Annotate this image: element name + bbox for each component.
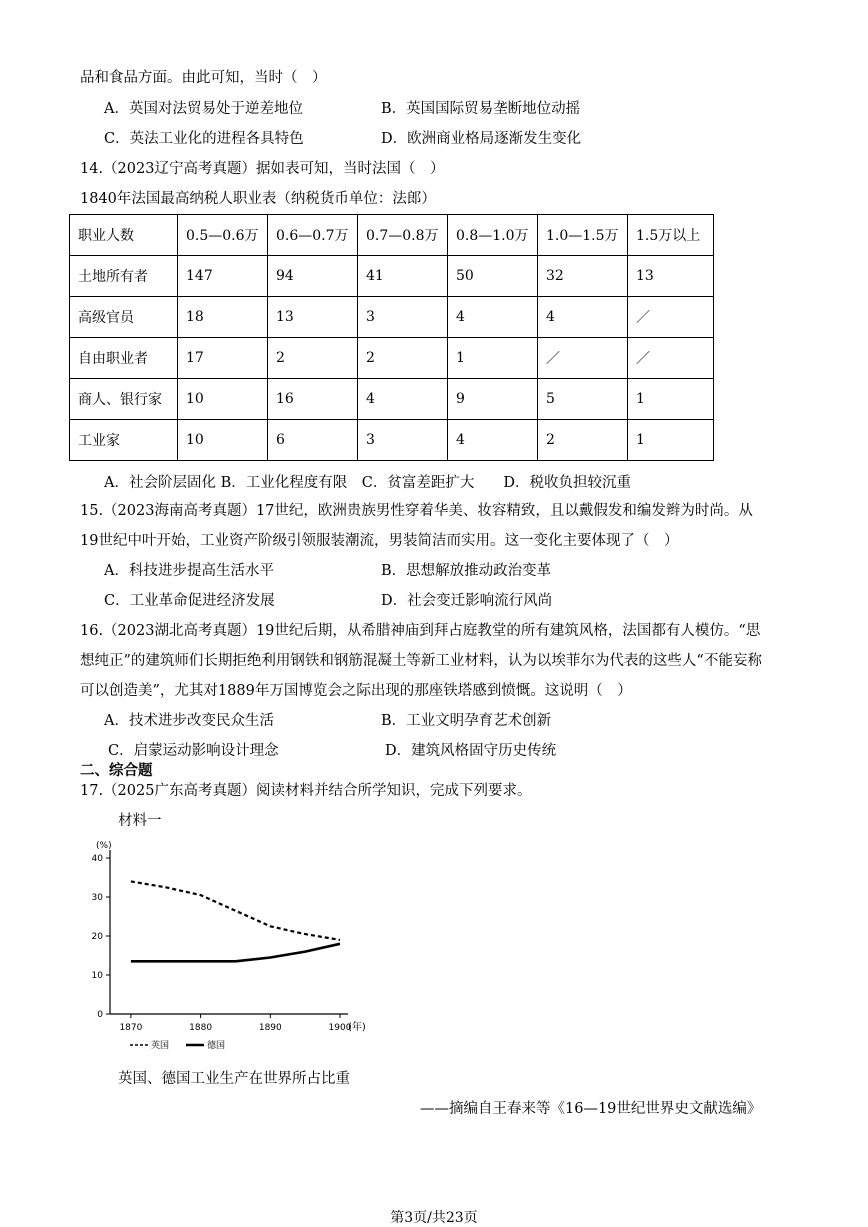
q15-stem-line-1: 15.（2023海南高考真题）17世纪，欧洲贵族男性穿着华美、妆容精致，且以戴假发和编发辫为时尚。从 [80, 503, 753, 519]
q16-stem-line-1: 16.（2023湖北高考真题）19世纪后期，从希腊神庙到拜占庭教堂的所有建筑风格，法国都有人模仿。“思 [80, 623, 761, 639]
table-row [70, 379, 714, 420]
table-cell: 9 [448, 379, 538, 420]
source-citation: ——摘编自王春来等《16—19世纪世界史文献选编》 [420, 1101, 762, 1117]
table-cell: 13 [268, 297, 358, 338]
table-cell: 4 [448, 420, 538, 461]
table-row [70, 338, 714, 379]
section-title: 二、综合题 [80, 763, 153, 779]
table-cell: ／ [628, 338, 714, 379]
table-cell: 4 [358, 379, 448, 420]
table-cell: 18 [178, 297, 268, 338]
q15-option-c: C．工业革命促进经济发展 [104, 593, 275, 609]
q15-option-d: D．社会变迁影响流行风尚 [381, 593, 553, 609]
q13-option-d: D．欧洲商业格局逐渐发生变化 [381, 131, 582, 147]
q15-option-b: B．思想解放推动政治变革 [381, 563, 552, 579]
legend-label-germany: 德国 [207, 1041, 226, 1051]
y-tick-label: 0 [97, 1010, 103, 1020]
table-row [70, 297, 714, 338]
y-tick-label: 20 [91, 932, 103, 942]
industrial-share-chart [80, 830, 380, 1060]
legend-label-britain: 英国 [151, 1041, 170, 1051]
x-tick-label: 1900 [328, 1023, 352, 1033]
q16-option-b: B．工业文明孕育艺术创新 [381, 713, 552, 729]
chart-caption: 英国、德国工业生产在世界所占比重 [118, 1071, 350, 1087]
q13-option-b: B．英国国际贸易垄断地位动摇 [381, 101, 581, 117]
x-tick-label: 1890 [258, 1023, 282, 1033]
table-cell: ／ [628, 297, 714, 338]
series-line-germany [131, 944, 340, 962]
q13-stem-tail: 品和食品方面。由此可知，当时（ ） [80, 70, 327, 86]
table-cell: 50 [448, 256, 538, 297]
table-cell: 4 [538, 297, 628, 338]
table-cell: 3 [358, 420, 448, 461]
y-axis-label: (%) [96, 841, 112, 851]
table-cell: 147 [178, 256, 268, 297]
x-tick-label: 1870 [119, 1023, 143, 1033]
table-cell: 6 [268, 420, 358, 461]
table-cell: 10 [178, 379, 268, 420]
y-tick-label: 40 [91, 854, 103, 864]
table-cell: 94 [268, 256, 358, 297]
q14-table-caption: 1840年法国最高纳税人职业表（纳税货币单位：法郎） [80, 191, 436, 207]
table-cell: 商人、银行家 [70, 379, 178, 420]
table-cell: 5 [538, 379, 628, 420]
table-header-cell: 0.6—0.7万 [268, 215, 358, 256]
table-header-cell: 1.0—1.5万 [538, 215, 628, 256]
table-header-cell: 0.7—0.8万 [358, 215, 448, 256]
table-header-cell: 职业人数 [70, 215, 178, 256]
y-tick-label: 30 [91, 893, 103, 903]
table-cell: 1 [448, 338, 538, 379]
table-cell: 1 [628, 379, 714, 420]
table-cell: 3 [358, 297, 448, 338]
table-cell: 32 [538, 256, 628, 297]
table-header-row [70, 215, 714, 256]
q16-option-c: C．启蒙运动影响设计理念 [108, 743, 279, 759]
q16-option-a: A．技术进步改变民众生活 [104, 713, 274, 729]
table-cell: 自由职业者 [70, 338, 178, 379]
q14-data-table [69, 214, 714, 461]
y-tick-label: 10 [91, 971, 103, 981]
q13-option-c: C．英法工业化的进程各具特色 [104, 131, 304, 147]
table-cell: 16 [268, 379, 358, 420]
table-cell: 4 [448, 297, 538, 338]
page-footer: 第3页/共23页 [390, 1210, 478, 1226]
table-cell: 41 [358, 256, 448, 297]
q15-stem-line-2: 19世纪中叶开始，工业资产阶级引领服装潮流，男装简洁而实用。这一变化主要体现了（ ） [80, 533, 679, 549]
q17-stem: 17.（2025广东高考真题）阅读材料并结合所学知识，完成下列要求。 [80, 783, 532, 799]
table-cell: 2 [538, 420, 628, 461]
table-cell: 13 [628, 256, 714, 297]
table-cell: 2 [268, 338, 358, 379]
table-header-cell: 1.5万以上 [628, 215, 714, 256]
material-label: 材料一 [118, 813, 162, 829]
table-cell: 17 [178, 338, 268, 379]
x-axis-label: (年) [348, 1022, 366, 1033]
table-cell: 土地所有者 [70, 256, 178, 297]
table-cell: 工业家 [70, 420, 178, 461]
x-tick-label: 1880 [189, 1023, 213, 1033]
table-header-cell: 0.5—0.6万 [178, 215, 268, 256]
q16-stem-line-2: 想纯正”的建筑师们长期拒绝利用钢铁和钢筋混凝土等新工业材料，认为以埃菲尔为代表的这些人“不能妄称 [80, 653, 762, 669]
q14-options: A．社会阶层固化 B．工业化程度有限 C．贫富差距扩大 D．税收负担较沉重 [104, 475, 631, 491]
table-cell: 1 [628, 420, 714, 461]
table-cell: 2 [358, 338, 448, 379]
table-header-cell: 0.8—1.0万 [448, 215, 538, 256]
q13-option-a: A．英国对法贸易处于逆差地位 [104, 101, 303, 117]
q14-stem: 14.（2023辽宁高考真题）据如表可知，当时法国（ ） [80, 161, 445, 177]
series-line-britain [131, 881, 340, 940]
table-row [70, 420, 714, 461]
q15-option-a: A．科技进步提高生活水平 [104, 563, 274, 579]
q16-stem-line-3: 可以创造美”，尤其对1889年万国博览会之际出现的那座铁塔感到愤慨。这说明（ ） [80, 683, 632, 699]
table-cell: 10 [178, 420, 268, 461]
table-cell: 高级官员 [70, 297, 178, 338]
table-row [70, 256, 714, 297]
table-cell: ／ [538, 338, 628, 379]
q16-option-d: D．建筑风格固守历史传统 [385, 743, 557, 759]
